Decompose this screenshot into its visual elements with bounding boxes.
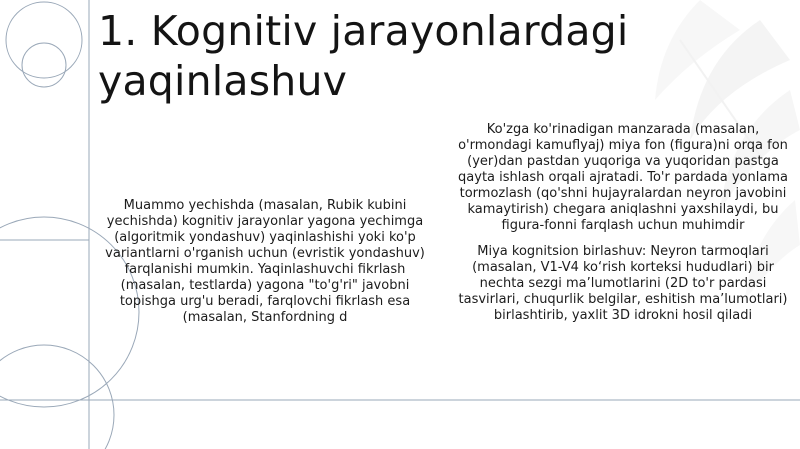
left-paragraph: Muammo yechishda (masalan, Rubik kubini yechishda) kognitiv jarayonlar yagona yechimga (algoritmik yondashuv) yaqinlashishi yoki ko'p variantlarni o'rganish uchun (evristik yondashuv) farqlanishi mumkin. Yaqinlashuvchi fikrlash (masalan, testlarda) yagona "to'g'ri" javobni topishga urg'u beradi, farqlovchi fikrlash esa (masalan, Stanfordning d [105,198,425,325]
right-paragraph-1: Ko'zga ko'rinadigan manzarada (masalan, o'rmondagi kamuflyaj) miya fon (figura)ni orqa fon (yer)dan pastdan yuqoriga va yuqoridan pastga qayta ishlash orqali ajratadi. To'r pardada yonlama tormozlash (qo'shni hujayralardan neyron javobini kamaytirish) chegara aniqlashni yaxshilaydi, bu figura-fonni farqlash uchun muhimdir [458,122,788,233]
left-text-block [100,198,430,326]
right-text-block [458,122,788,324]
right-paragraph-2: Miya kognitsion birlashuv: Neyron tarmoqlari (masalan, V1-V4 ko‘rish korteksi hududlari) bir nechta sezgi ma’lumotlarini (2D to'r pardasi tasvirlari, chuqurlik belgilar, eshitish ma’lumotlari) birlashtirib, yaxlit 3D idrokni hosil qiladi [458,244,788,323]
slide-title: 1. Kognitiv jarayonlardagi yaqinlashuv [98,7,629,105]
